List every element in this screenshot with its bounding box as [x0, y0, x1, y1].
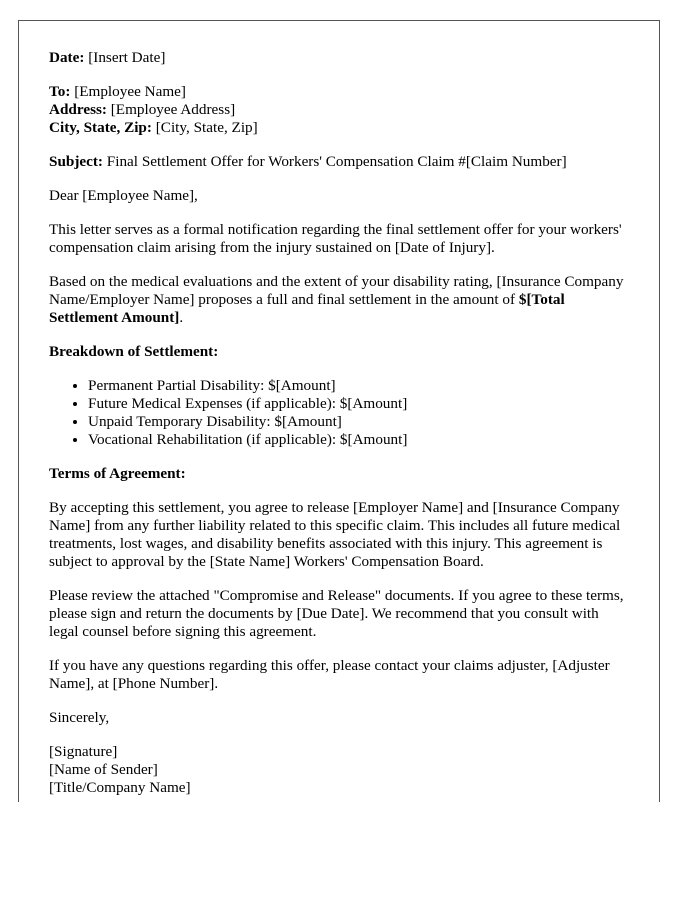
subject-line: [49, 153, 629, 171]
terms-heading-text: Terms of Agreement:: [49, 465, 186, 482]
letter-page: [18, 20, 660, 802]
signature: [Signature]: [49, 743, 118, 760]
offer-amount: $[Total Settlement Amount]: [49, 291, 565, 326]
sender-title: [Title/Company Name]: [49, 779, 191, 796]
breakdown-heading: [49, 343, 629, 361]
salutation: Dear [Employee Name],: [49, 187, 198, 204]
date-label: Date:: [49, 49, 85, 66]
address-label: Address:: [49, 101, 107, 118]
offer-text: Based on the medical evaluations and the extent of your disability rating, [Insurance Company Name/Employer Name] proposes a full and final settlement in the amount of: [49, 273, 624, 308]
offer-end: .: [179, 309, 184, 326]
breakdown-list: [49, 377, 629, 449]
subject-value: Final Settlement Offer for Workers' Compensation Claim #[Claim Number]: [106, 153, 567, 170]
address-line: [49, 101, 629, 119]
intro-paragraph: This letter serves as a formal notification regarding the final settlement offer for your workers' compensation claim arising from the injury sustained on [Date of Injury].: [49, 221, 622, 256]
terms-paragraph: By accepting this settlement, you agree to release [Employer Name] and [Insurance Company Name] from any further liability related to this specific claim. This includes all future medical treatments, lost wages, and disability benefits associated with this injury. This agreement is subject to approval by the [State Name] Workers' Compensation Board.: [49, 499, 621, 570]
city-label: City, State, Zip:: [49, 119, 152, 136]
date-value: [Insert Date]: [88, 49, 166, 66]
sender-name: [Name of Sender]: [49, 761, 158, 778]
city-value: [City, State, Zip]: [155, 119, 258, 136]
to-value: [Employee Name]: [74, 83, 186, 100]
list-item: • Future Medical Expenses (if applicable): $[Amount]: [88, 395, 629, 413]
contact-paragraph: If you have any questions regarding this offer, please contact your claims adjuster, [Adjuster Name], at [Phone Number].: [49, 657, 610, 692]
city-line: [49, 119, 629, 137]
date-line: [49, 49, 629, 67]
list-item: • Vocational Rehabilitation (if applicable): $[Amount]: [88, 431, 629, 449]
address-value: [Employee Address]: [110, 101, 236, 118]
recipient-block: [49, 83, 629, 137]
signature-block: [49, 743, 629, 797]
to-label: To:: [49, 83, 71, 100]
review-paragraph: Please review the attached "Compromise and Release" documents. If you agree to these terms, please sign and return the documents by [Due Date]. We recommend that you consult with legal counsel before signing this agreement.: [49, 587, 624, 640]
subject-label: Subject:: [49, 153, 103, 170]
terms-heading: [49, 465, 629, 483]
list-item: • Permanent Partial Disability: $[Amount]: [88, 377, 629, 395]
offer-paragraph: [49, 273, 629, 327]
breakdown-heading-text: Breakdown of Settlement:: [49, 343, 219, 360]
to-line: [49, 83, 629, 101]
list-item: • Unpaid Temporary Disability: $[Amount]: [88, 413, 629, 431]
closing: Sincerely,: [49, 709, 110, 726]
